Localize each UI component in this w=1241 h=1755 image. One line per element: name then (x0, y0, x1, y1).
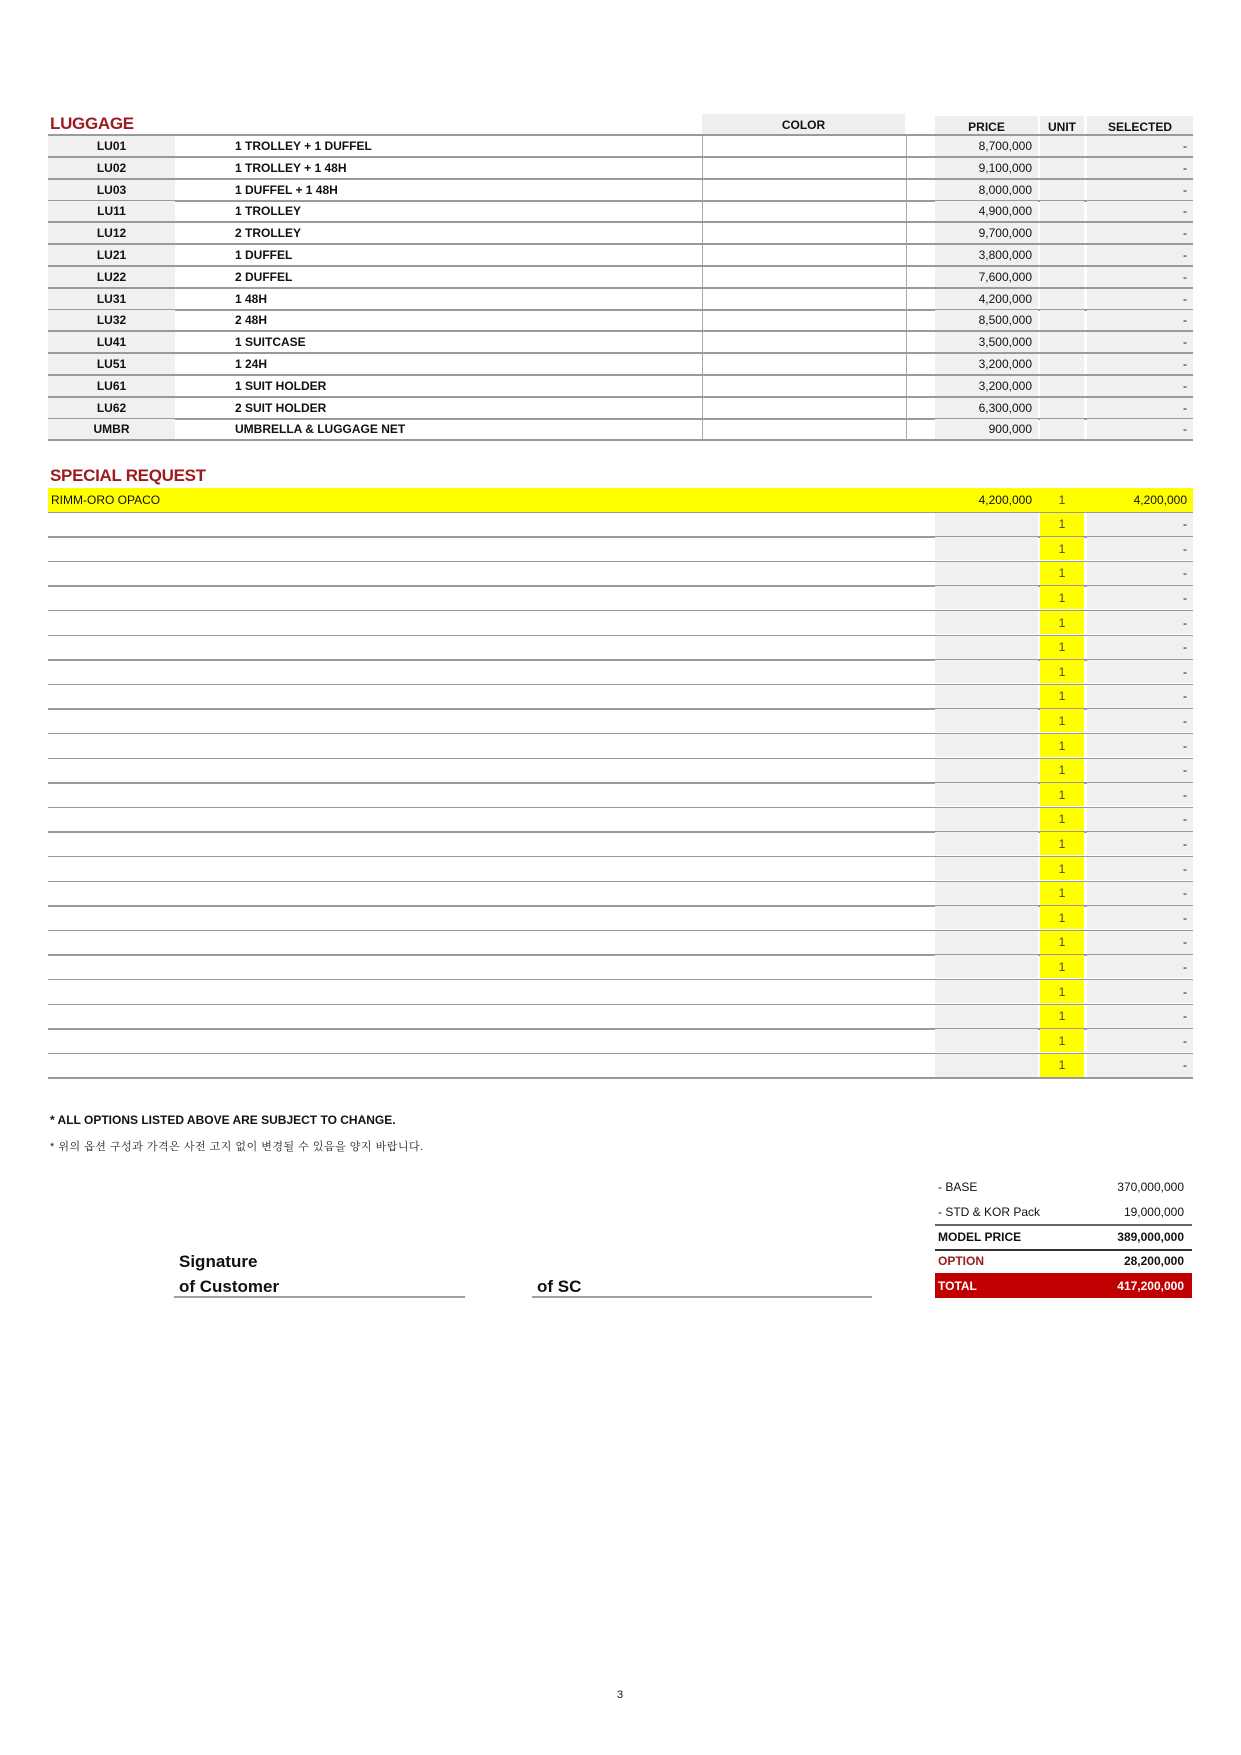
special-request-row (48, 931, 1193, 956)
request-unit[interactable]: 1 (1040, 931, 1084, 954)
request-unit[interactable]: 1 (1040, 1005, 1084, 1028)
special-request-row (48, 808, 1193, 833)
request-name-field[interactable] (51, 783, 851, 806)
item-price: 3,200,000 (935, 376, 1038, 396)
item-price: 9,700,000 (935, 223, 1038, 243)
item-code: LU31 (48, 289, 175, 309)
item-code: LU03 (48, 180, 175, 200)
request-price[interactable] (935, 906, 1038, 929)
item-color-field[interactable] (702, 136, 907, 158)
luggage-row (48, 245, 1193, 267)
request-selected-value: - (1087, 783, 1193, 806)
request-price[interactable] (935, 1029, 1038, 1052)
luggage-row (48, 419, 1193, 441)
request-price[interactable] (935, 1054, 1038, 1077)
item-description: 1 48H (235, 291, 268, 306)
request-unit[interactable]: 1 (1040, 562, 1084, 585)
request-selected-value: - (1087, 734, 1193, 757)
request-selected-value: - (1087, 537, 1193, 560)
request-unit[interactable]: 1 (1040, 808, 1084, 831)
item-description: 2 SUIT HOLDER (235, 400, 327, 415)
item-price: 8,000,000 (935, 180, 1038, 200)
item-color-field[interactable] (702, 158, 907, 180)
item-unit-field[interactable] (1040, 310, 1084, 330)
request-name-field[interactable] (51, 832, 851, 855)
request-selected-value: - (1087, 857, 1193, 880)
item-color-field[interactable] (702, 289, 907, 311)
request-name-field[interactable] (51, 636, 851, 659)
item-description: 1 TROLLEY + 1 DUFFEL (235, 139, 372, 153)
request-name-field[interactable] (51, 611, 851, 634)
request-price[interactable] (935, 857, 1038, 880)
request-name-field[interactable] (51, 1029, 851, 1052)
special-request-row (48, 1005, 1193, 1030)
special-request-row (48, 586, 1193, 611)
item-selected-value: - (1087, 419, 1193, 439)
note-english: * ALL OPTIONS LISTED ABOVE ARE SUBJECT TO CHANGE. (50, 1113, 396, 1127)
item-selected-value: - (1087, 310, 1193, 330)
luggage-row (48, 289, 1193, 311)
item-price: 4,200,000 (935, 289, 1038, 309)
request-price[interactable] (935, 931, 1038, 954)
request-selected-value: - (1087, 1029, 1193, 1052)
special-request-row (48, 906, 1193, 931)
item-description: 1 SUITCASE (235, 335, 306, 350)
request-selected-value: - (1087, 562, 1193, 585)
request-unit[interactable]: 1 (1040, 611, 1084, 634)
item-unit-field[interactable] (1040, 354, 1084, 374)
special-request-row (48, 513, 1193, 538)
request-name-field[interactable] (51, 734, 851, 757)
option-label: OPTION (938, 1254, 985, 1268)
request-price[interactable] (935, 513, 1038, 536)
luggage-row (48, 180, 1193, 202)
request-price[interactable] (935, 709, 1038, 732)
item-price: 3,500,000 (935, 332, 1038, 352)
request-name-field[interactable] (51, 808, 851, 831)
item-color-field[interactable] (702, 267, 907, 289)
request-name-field[interactable]: RIMM-ORO OPACO (51, 492, 161, 507)
request-unit[interactable]: 1 (1040, 906, 1084, 929)
request-selected-value: - (1087, 685, 1193, 708)
base-label: - BASE (938, 1180, 978, 1194)
item-unit-field[interactable] (1040, 376, 1084, 396)
request-selected-value: - (1087, 931, 1193, 954)
item-code: LU12 (48, 223, 175, 243)
item-color-field[interactable] (702, 180, 907, 202)
request-selected-value: - (1087, 513, 1193, 536)
item-code: UMBR (48, 419, 175, 439)
request-unit[interactable]: 1 (1040, 1029, 1084, 1052)
luggage-row (48, 223, 1193, 245)
request-unit[interactable]: 1 (1040, 734, 1084, 757)
pack-label: - STD & KOR Pack (938, 1205, 1041, 1219)
luggage-row (48, 158, 1193, 180)
request-price[interactable] (935, 636, 1038, 659)
item-description: 2 TROLLEY (235, 226, 302, 241)
request-unit[interactable]: 1 (1040, 783, 1084, 806)
item-selected-value: - (1087, 158, 1193, 178)
signature-customer-label: of Customer (179, 1277, 280, 1296)
note-korean: * 위의 옵션 구성과 가격은 사전 고지 없이 변경될 수 있음을 양지 바랍니다. (50, 1141, 424, 1153)
request-unit[interactable]: 1 (1040, 980, 1084, 1003)
special-request-row (48, 636, 1193, 661)
total-label: TOTAL (938, 1278, 977, 1293)
luggage-row (48, 201, 1193, 223)
item-price: 8,500,000 (935, 310, 1038, 330)
request-price[interactable] (935, 685, 1038, 708)
sc-signature-line[interactable] (532, 1296, 872, 1298)
item-unit-field[interactable] (1040, 158, 1084, 178)
item-color-field[interactable] (702, 332, 907, 354)
item-color-field[interactable] (702, 419, 907, 441)
special-request-row (48, 562, 1193, 587)
item-description: 1 24H (235, 357, 268, 371)
model-price-value: 389,000,000 (1117, 1230, 1184, 1244)
request-unit[interactable]: 1 (1040, 488, 1084, 511)
luggage-row (48, 332, 1193, 354)
request-unit[interactable]: 1 (1040, 955, 1084, 978)
request-selected-value: - (1087, 759, 1193, 782)
request-name-field[interactable] (51, 857, 851, 880)
item-color-field[interactable] (702, 354, 907, 376)
request-unit[interactable]: 1 (1040, 1054, 1084, 1077)
special-request-row (48, 537, 1193, 562)
request-selected-value: - (1087, 660, 1193, 683)
request-price[interactable] (935, 586, 1038, 609)
item-code: LU41 (48, 332, 175, 352)
request-unit[interactable]: 1 (1040, 832, 1084, 855)
item-price: 3,800,000 (935, 245, 1038, 265)
item-unit-field[interactable] (1040, 289, 1084, 309)
item-code: LU32 (48, 310, 175, 330)
unit-column-header: UNIT (1040, 116, 1084, 137)
special-request-row (48, 1029, 1193, 1054)
special-request-row (48, 685, 1193, 710)
signature-sc-label: of SC (537, 1277, 582, 1296)
request-price[interactable] (935, 832, 1038, 855)
item-color-field[interactable] (702, 310, 907, 332)
request-unit[interactable]: 1 (1040, 513, 1084, 536)
item-description: 1 TROLLEY (235, 204, 302, 219)
price-column-header: PRICE (935, 116, 1038, 137)
special-request-row (48, 1054, 1193, 1079)
item-selected-value: - (1087, 201, 1193, 221)
item-selected-value: - (1087, 332, 1193, 352)
item-description: UMBRELLA & LUGGAGE NET (235, 422, 406, 437)
request-name-field[interactable] (51, 882, 851, 905)
row-divider (48, 439, 1193, 441)
base-value: 370,000,000 (1117, 1180, 1184, 1194)
color-column-header: COLOR (702, 114, 905, 135)
item-color-field[interactable] (702, 223, 907, 245)
item-selected-value: - (1087, 376, 1193, 396)
request-unit[interactable]: 1 (1040, 636, 1084, 659)
request-selected-value: - (1087, 882, 1193, 905)
total-value: 417,200,000 (1117, 1278, 1184, 1293)
special-request-row (48, 783, 1193, 808)
request-selected-value: - (1087, 980, 1193, 1003)
luggage-row (48, 267, 1193, 289)
request-price[interactable] (935, 882, 1038, 905)
special-request-row (48, 980, 1193, 1005)
special-request-row (48, 660, 1193, 685)
item-price: 3,200,000 (935, 354, 1038, 374)
summary-base-row (935, 1176, 1192, 1198)
special-request-row (48, 955, 1193, 980)
request-unit[interactable]: 1 (1040, 709, 1084, 732)
item-unit-field[interactable] (1040, 267, 1084, 287)
request-selected-value: - (1087, 611, 1193, 634)
item-code: LU21 (48, 245, 175, 265)
request-name-field[interactable] (51, 709, 851, 732)
request-name-field[interactable] (51, 513, 851, 536)
model-price-label: MODEL PRICE (938, 1230, 1022, 1244)
option-value: 28,200,000 (1123, 1254, 1184, 1268)
item-selected-value: - (1087, 136, 1193, 156)
request-price[interactable] (935, 1005, 1038, 1028)
request-selected-value: - (1087, 586, 1193, 609)
pack-value: 19,000,000 (1123, 1205, 1184, 1219)
request-price[interactable] (935, 611, 1038, 634)
page-number: 3 (617, 1689, 624, 1701)
row-divider (48, 1077, 1193, 1079)
customer-signature-line[interactable] (174, 1296, 465, 1298)
item-code: LU22 (48, 267, 175, 287)
item-description: 1 DUFFEL + 1 48H (235, 182, 338, 197)
item-price: 9,100,000 (935, 158, 1038, 178)
request-selected-value: - (1087, 906, 1193, 929)
item-unit-field[interactable] (1040, 180, 1084, 200)
item-unit-field[interactable] (1040, 332, 1084, 352)
item-code: LU02 (48, 158, 175, 178)
item-description: 2 48H (235, 313, 268, 328)
request-name-field[interactable] (51, 562, 851, 585)
summary-option-row (935, 1250, 1192, 1272)
special-request-row (48, 709, 1193, 734)
special-request-row (48, 611, 1193, 636)
item-price: 7,600,000 (935, 267, 1038, 287)
item-selected-value: - (1087, 267, 1193, 287)
request-selected-value: 4,200,000 (1087, 488, 1193, 511)
request-selected-value: - (1087, 955, 1193, 978)
item-color-field[interactable] (702, 376, 907, 398)
item-price: 8,700,000 (935, 136, 1038, 156)
item-description: 1 TROLLEY + 1 48H (235, 160, 347, 175)
request-price[interactable] (935, 808, 1038, 831)
summary-pack-row (935, 1201, 1192, 1223)
item-selected-value: - (1087, 180, 1193, 200)
request-price[interactable] (935, 955, 1038, 978)
item-price: 4,900,000 (935, 201, 1038, 221)
item-code: LU01 (48, 136, 175, 156)
request-selected-value: - (1087, 1005, 1193, 1028)
item-unit-field[interactable] (1040, 201, 1084, 221)
request-price[interactable] (935, 537, 1038, 560)
summary-total-row (935, 1273, 1192, 1298)
item-unit-field[interactable] (1040, 419, 1084, 439)
item-description: 2 DUFFEL (235, 269, 293, 284)
special-request-row (48, 488, 1193, 513)
summary-model-row (935, 1226, 1192, 1248)
request-unit[interactable]: 1 (1040, 586, 1084, 609)
request-selected-value: - (1087, 808, 1193, 831)
luggage-row (48, 398, 1193, 420)
item-color-field[interactable] (702, 398, 907, 420)
item-code: LU11 (48, 201, 175, 221)
request-unit[interactable]: 1 (1040, 857, 1084, 880)
item-code: LU61 (48, 376, 175, 396)
item-selected-value: - (1087, 398, 1193, 418)
item-description: 1 DUFFEL (235, 248, 293, 262)
item-code: LU51 (48, 354, 175, 374)
request-name-field[interactable] (51, 759, 851, 782)
item-selected-value: - (1087, 289, 1193, 309)
request-price[interactable] (935, 660, 1038, 683)
special-request-row (48, 734, 1193, 759)
request-price[interactable] (935, 759, 1038, 782)
item-unit-field[interactable] (1040, 398, 1084, 418)
item-unit-field[interactable] (1040, 245, 1084, 265)
request-name-field[interactable] (51, 685, 851, 708)
request-unit[interactable]: 1 (1040, 537, 1084, 560)
item-color-field[interactable] (702, 245, 907, 267)
item-color-field[interactable] (702, 201, 907, 223)
request-name-field[interactable] (51, 537, 851, 560)
special-request-row (48, 882, 1193, 907)
request-selected-value: - (1087, 1054, 1193, 1077)
request-name-field[interactable] (51, 586, 851, 609)
item-unit-field[interactable] (1040, 223, 1084, 243)
luggage-row (48, 136, 1193, 158)
item-selected-value: - (1087, 354, 1193, 374)
request-price[interactable] (935, 980, 1038, 1003)
request-price[interactable]: 4,200,000 (935, 488, 1038, 511)
item-unit-field[interactable] (1040, 136, 1084, 156)
special-request-row (48, 759, 1193, 784)
request-name-field[interactable] (51, 955, 851, 978)
request-name-field[interactable] (51, 906, 851, 929)
request-selected-value: - (1087, 709, 1193, 732)
luggage-row (48, 310, 1193, 332)
request-name-field[interactable] (51, 931, 851, 954)
item-price: 6,300,000 (935, 398, 1038, 418)
request-name-field[interactable] (51, 1054, 851, 1077)
special-request-row (48, 857, 1193, 882)
request-name-field[interactable] (51, 980, 851, 1003)
signature-label: Signature (179, 1252, 258, 1271)
request-price[interactable] (935, 783, 1038, 806)
request-name-field[interactable] (51, 660, 851, 683)
special-request-section-title: SPECIAL REQUEST (50, 466, 206, 485)
item-selected-value: - (1087, 245, 1193, 265)
request-unit[interactable]: 1 (1040, 660, 1084, 683)
request-price[interactable] (935, 734, 1038, 757)
request-price[interactable] (935, 562, 1038, 585)
item-code: LU62 (48, 398, 175, 418)
luggage-row (48, 354, 1193, 376)
selected-column-header: SELECTED (1087, 116, 1193, 137)
request-unit[interactable]: 1 (1040, 759, 1084, 782)
luggage-row (48, 376, 1193, 398)
request-unit[interactable]: 1 (1040, 685, 1084, 708)
request-selected-value: - (1087, 832, 1193, 855)
request-selected-value: - (1087, 636, 1193, 659)
item-selected-value: - (1087, 223, 1193, 243)
request-unit[interactable]: 1 (1040, 882, 1084, 905)
special-request-row (48, 832, 1193, 857)
request-name-field[interactable] (51, 1005, 851, 1028)
item-price: 900,000 (935, 419, 1038, 439)
item-description: 1 SUIT HOLDER (235, 378, 327, 393)
luggage-section-title: LUGGAGE (50, 114, 134, 133)
